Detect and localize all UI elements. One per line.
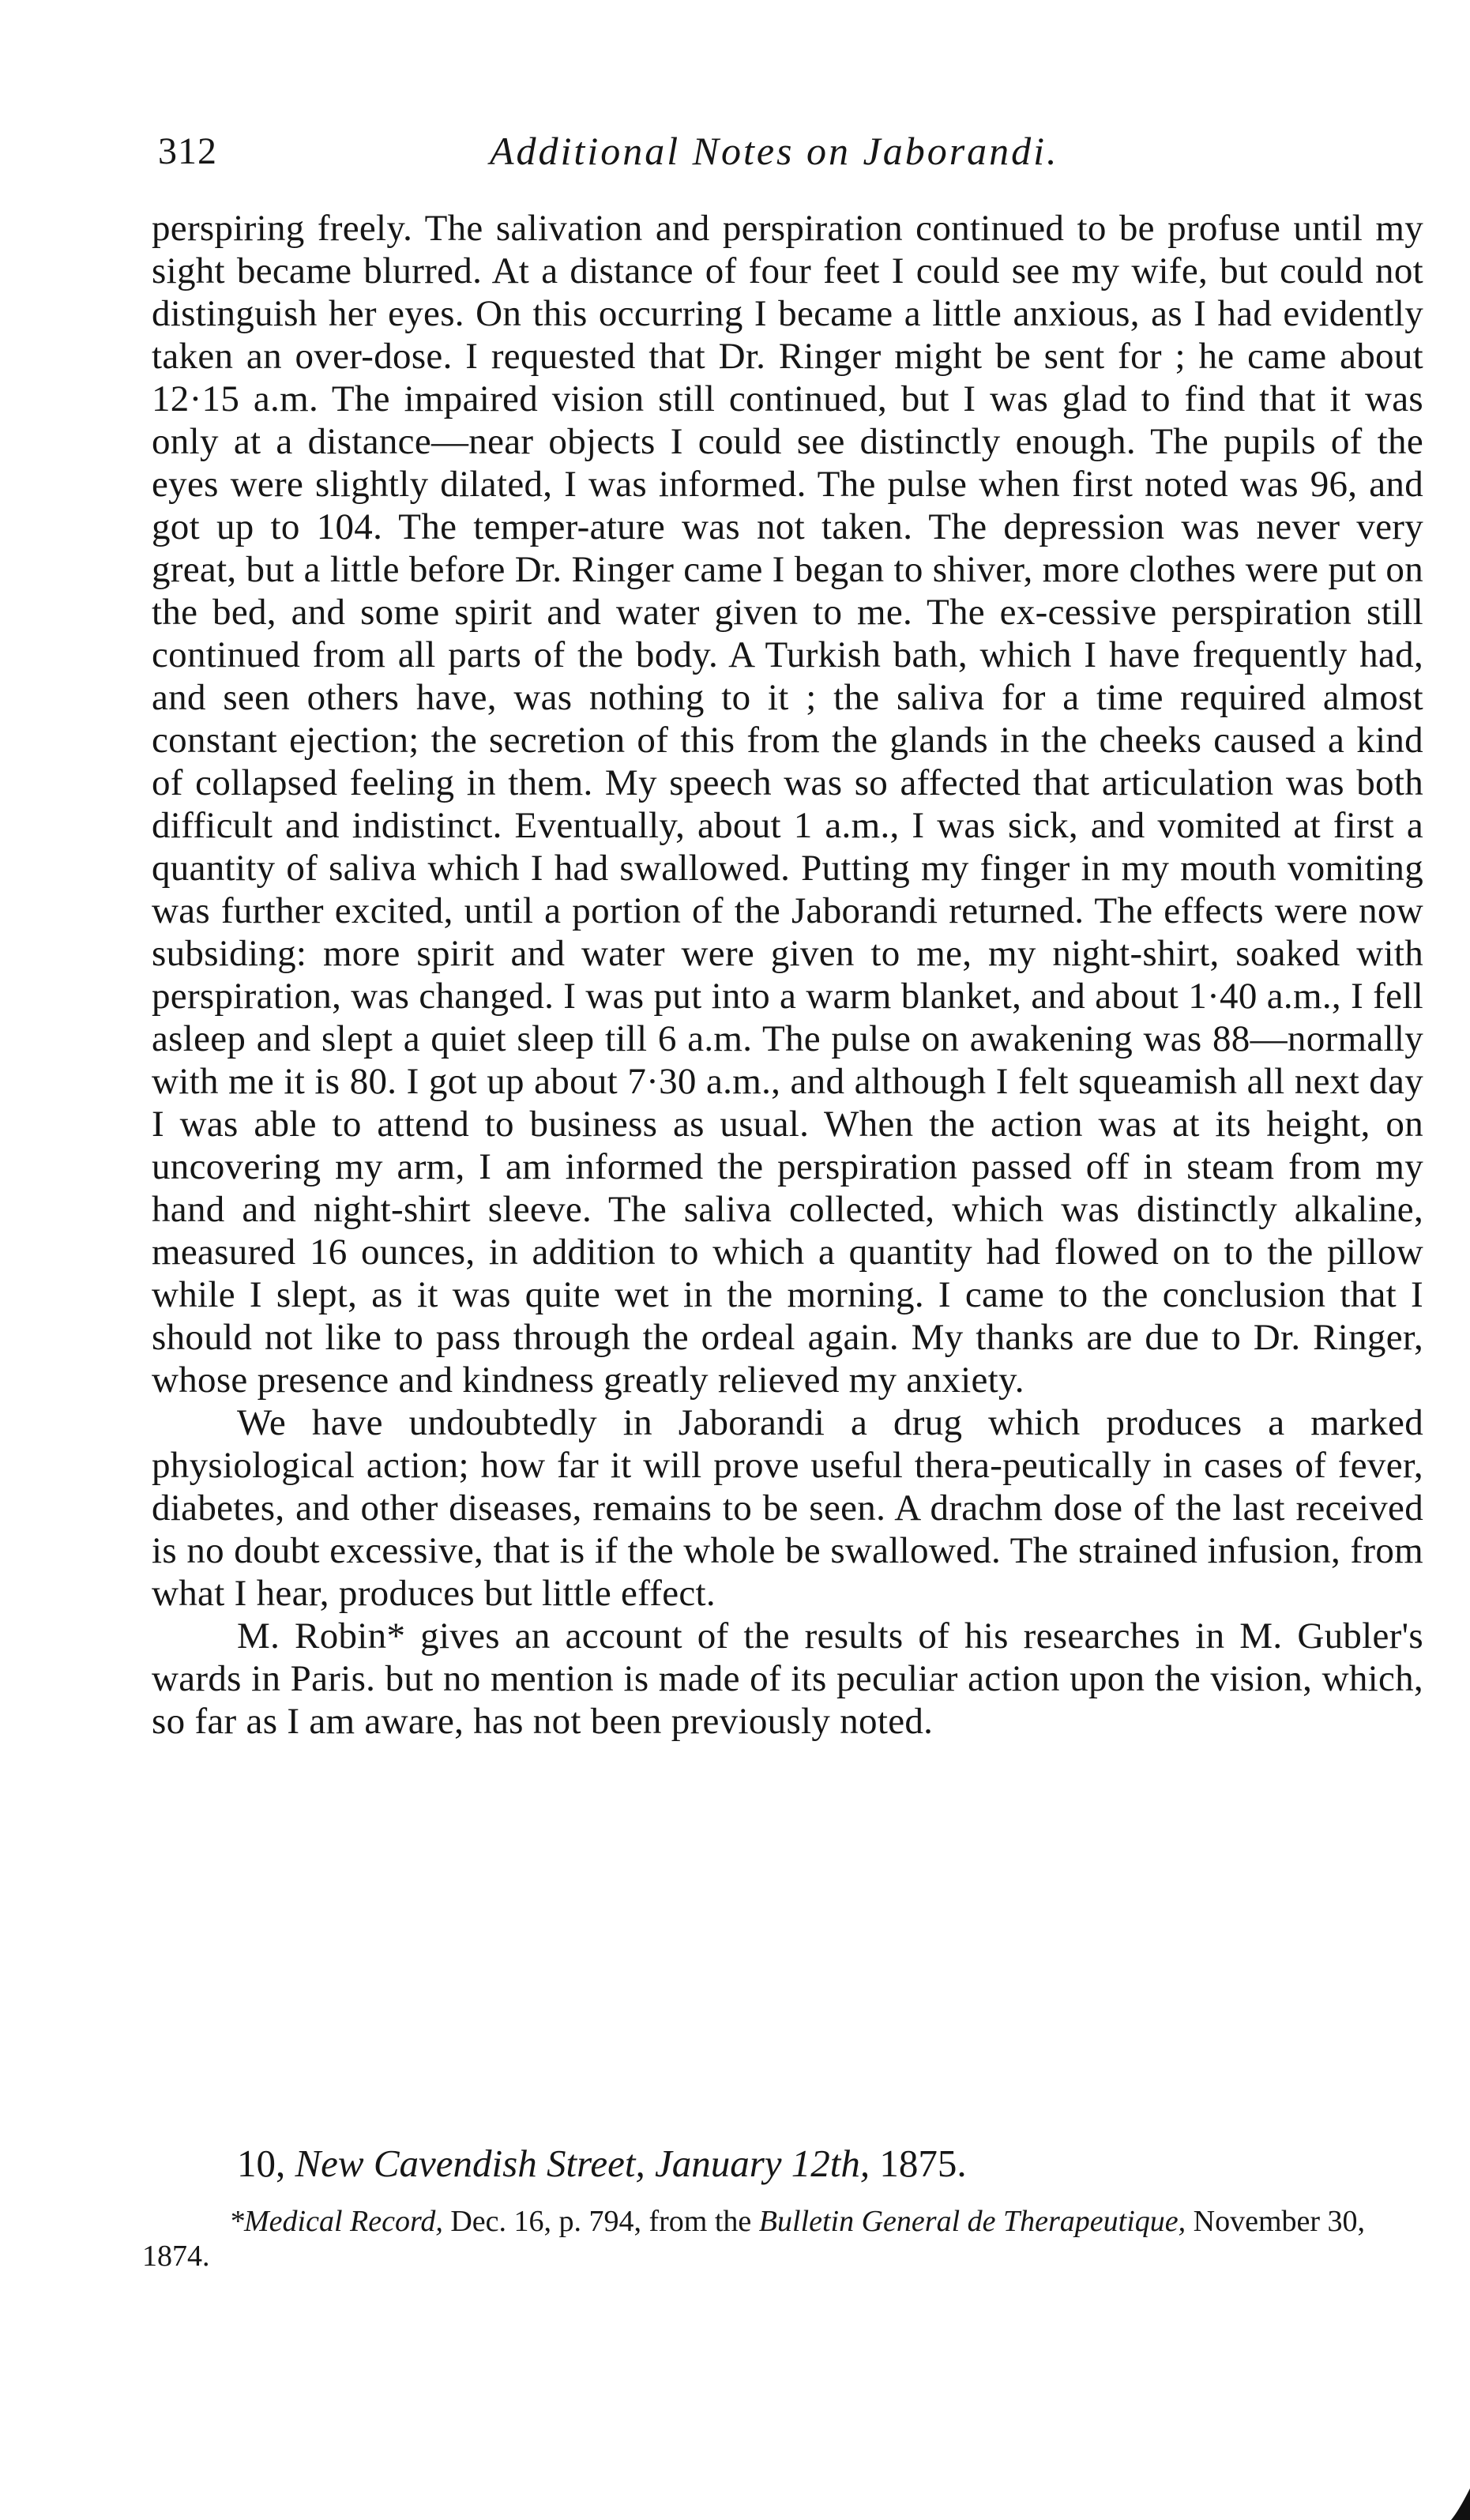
footnote-citation: Dec. 16, p. 794, from the [450,2205,752,2238]
dateline [237,2141,967,2186]
running-title: Additional Notes on Jaborandi. [490,129,1059,173]
page-curl-mark [1448,2488,1470,2520]
dateline-street: New Cavendish Street, [295,2142,645,2185]
page-number: 312 [158,130,217,172]
paragraph-robin: M. Robin* gives an account of the results of his researches in M. Gubler's wards in Paris. but no mention is made of its peculiar action upon the vision, which, so far as I am aware, has not been previously noted. [152,1615,1423,1742]
paragraph-jaborandi-conclusion: We have undoubtedly in Jaborandi a drug which produces a marked physiological action; how far it will prove useful thera-peutically in cases of fever, diabetes, and other diseases, remains to be seen. A drachm dose of the last received is no doubt excessive, that is if the whole be swallowed. The strained infusion, from what I hear, produces but little effect. [152,1402,1423,1614]
footnote-bulletin: Bulletin General de Therapeutique, [758,2205,1186,2238]
body-text [152,207,1423,1743]
footnote [142,2204,1422,2274]
page-header [158,118,1122,182]
dateline-number: 10, [237,2142,286,2185]
footnote-date: November 30, 1874. [142,2205,1366,2273]
dateline-date: January 12th, [654,2142,870,2185]
footnote-journal: *Medical Record, [229,2205,443,2238]
dateline-year: 1875. [879,2142,967,2185]
paragraph-continued: perspiring freely. The salivation and perspiration continued to be profuse until my sight became blurred. At a distance of four feet I could see my wife, but could not distinguish her eyes. On this occurring I became a little anxious, as I had evidently taken an over-dose. I requested that Dr. Ringer might be sent for ; he came about 12·15 a.m. The impaired vision still continued, but I was glad to find that it was only at a distance—near objects I could see distinctly enough. The pupils of the eyes were slightly dilated, I was informed. The pulse when first noted was 96, and got up to 104. The temper-ature was not taken. The depression was never very great, but a little before Dr. Ringer came I began to shiver, more clothes were put on the bed, and some spirit and water given to me. The ex-cessive perspiration still continued from all parts of the body. A Turkish bath, which I have frequently had, and seen others have, was nothing to it ; the saliva for a time required almost constant ejection; the secretion of this from the glands in the cheeks caused a kind of collapsed feeling in them. My speech was so affected that articulation was both difficult and indistinct. Eventually, about 1 a.m., I was sick, and vomited at first a quantity of saliva which I had swallowed. Putting my finger in my mouth vomiting was further excited, until a portion of the Jaborandi returned. The effects were now subsiding: more spirit and water were given to me, my night-shirt, soaked with perspiration, was changed. I was put into a warm blanket, and about 1·40 a.m., I fell asleep and slept a quiet sleep till 6 a.m. The pulse on awakening was 88—normally with me it is 80. I got up about 7·30 a.m., and although I felt squeamish all next day I was able to attend to business as usual. When the action was at its height, on uncovering my arm, I am informed the perspiration passed off in steam from my hand and night-shirt sleeve. The saliva collected, which was distinctly alkaline, measured 16 ounces, in addition to which a quantity had flowed on to the pillow while I slept, as it was quite wet in the morning. I came to the conclusion that I should not like to pass through the ordeal again. My thanks are due to Dr. Ringer, whose presence and kindness greatly relieved my anxiety. [152,208,1423,1401]
